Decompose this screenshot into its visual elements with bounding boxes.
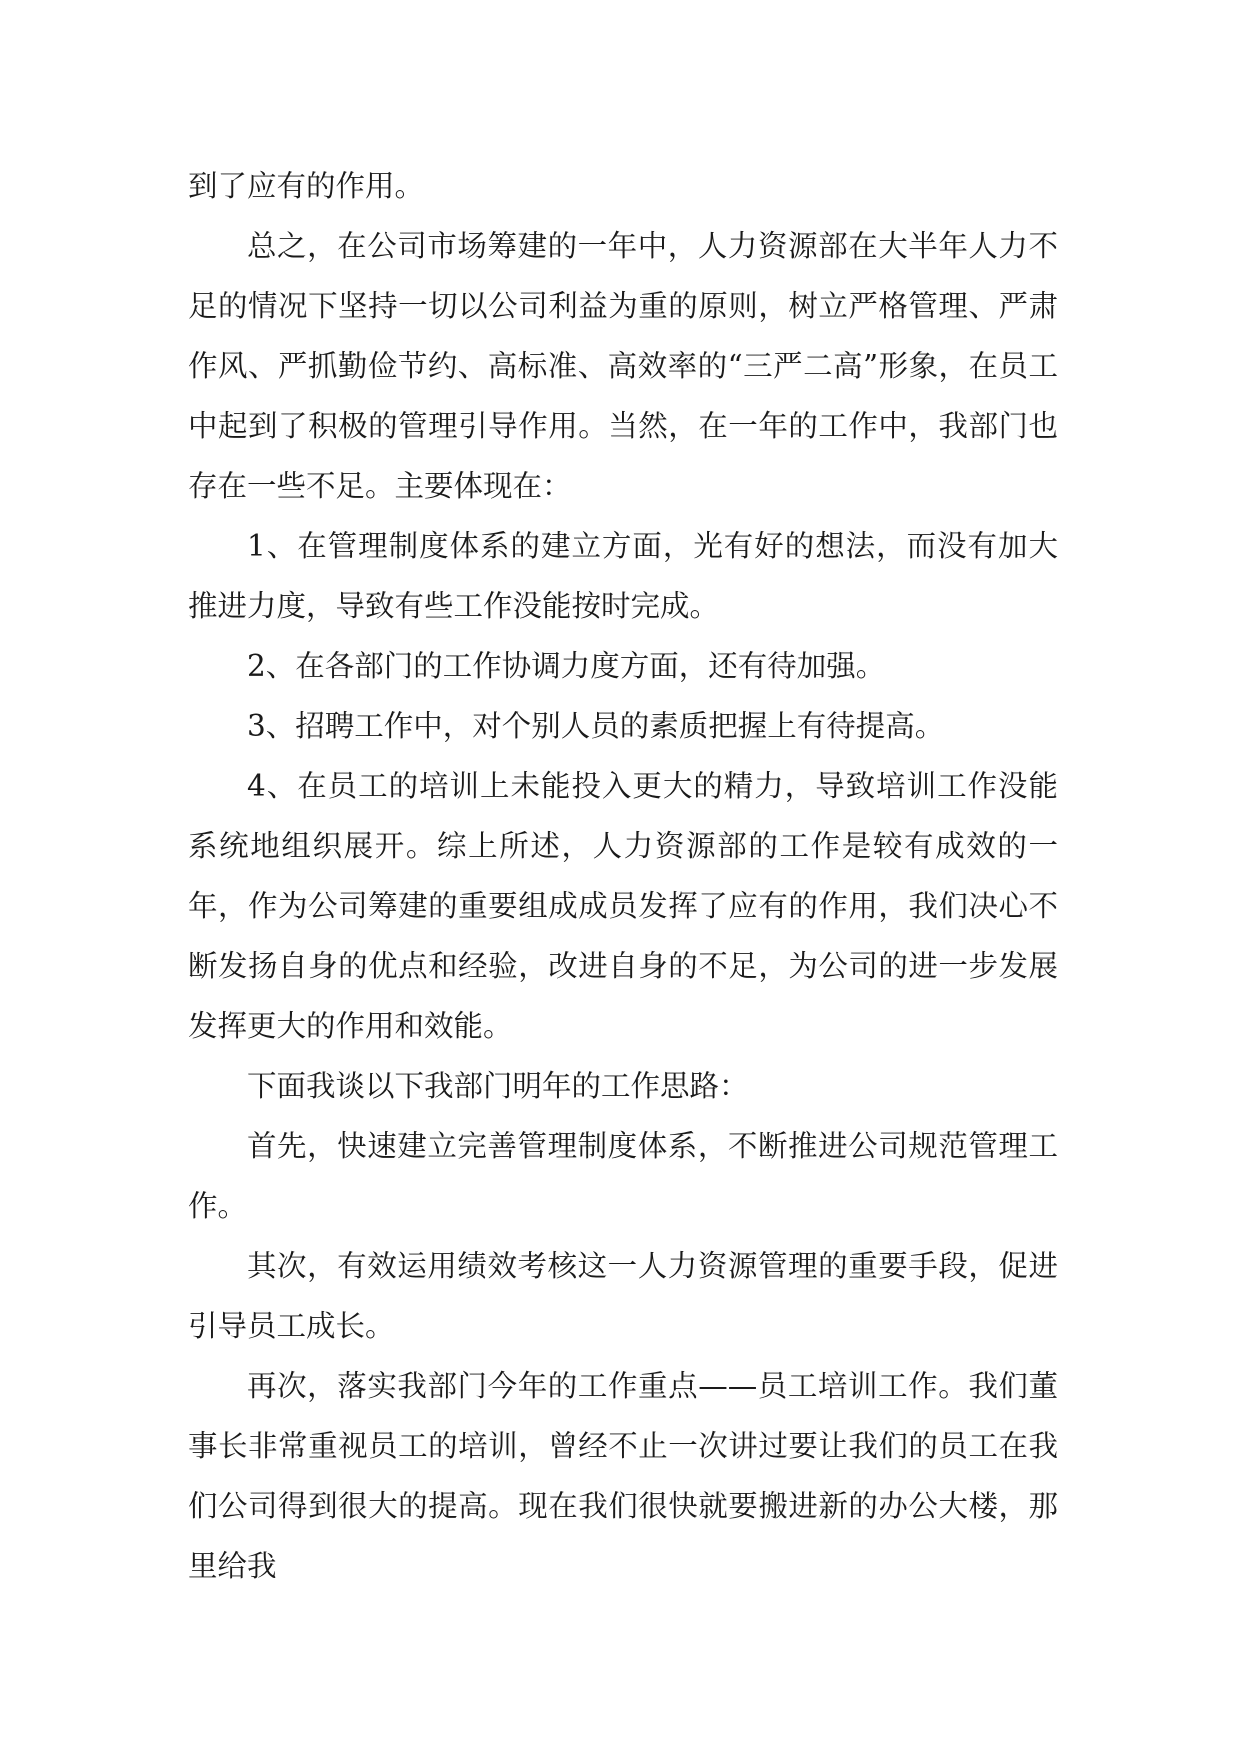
paragraph-continuation: 到了应有的作用。	[188, 169, 425, 203]
paragraph-point-3: 3、招聘工作中，对个别人员的素质把握上有待提高。	[247, 709, 945, 743]
document-body	[188, 156, 1058, 1596]
paragraph-point-1: 1、在管理制度体系的建立方面，光有好的想法，而没有加大推进力度，导致有些工作没能按时完成。	[188, 529, 1058, 623]
paragraph-first: 首先，快速建立完善管理制度体系，不断推进公司规范管理工作。	[188, 1129, 1058, 1223]
paragraph-next-year-intro: 下面我谈以下我部门明年的工作思路：	[247, 1069, 749, 1103]
paragraph-third: 再次，落实我部门今年的工作重点——员工培训工作。我们董事长非常重视员工的培训，曾经不止一次讲过要让我们的员工在我们公司得到很大的提高。现在我们很快就要搬进新的办公大楼，那里给我	[188, 1369, 1058, 1583]
paragraph-second: 其次，有效运用绩效考核这一人力资源管理的重要手段，促进引导员工成长。	[188, 1249, 1058, 1343]
paragraph-point-2: 2、在各部门的工作协调力度方面，还有待加强。	[247, 649, 886, 683]
paragraph-point-4: 4、在员工的培训上未能投入更大的精力，导致培训工作没能系统地组织展开。综上所述，人力资源部的工作是较有成效的一年，作为公司筹建的重要组成成员发挥了应有的作用，我们决心不断发扬自身的优点和经验，改进自身的不足，为公司的进一步发展发挥更大的作用和效能。	[188, 769, 1058, 1043]
paragraph-summary: 总之，在公司市场筹建的一年中，人力资源部在大半年人力不足的情况下坚持一切以公司利益为重的原则，树立严格管理、严肃作风、严抓勤俭节约、高标准、高效率的“三严二高”形象，在员工中起到了积极的管理引导作用。当然，在一年的工作中，我部门也存在一些不足。主要体现在：	[188, 229, 1058, 503]
